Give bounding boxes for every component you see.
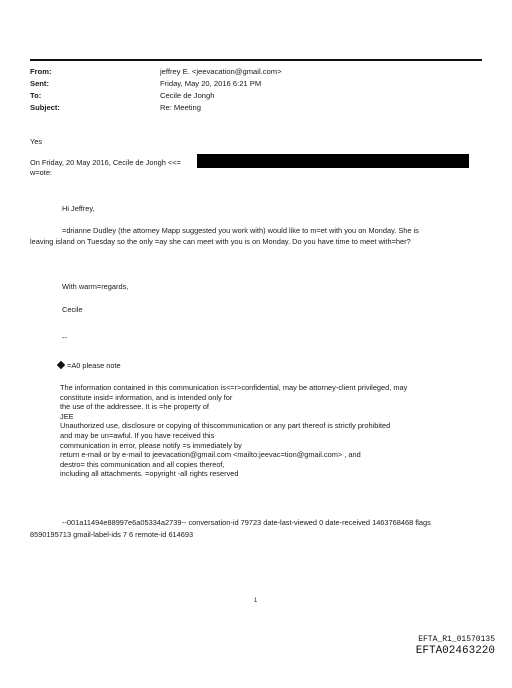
disclaimer-line: Unauthorized use, disclosure or copying of thiscommunication or any part thereof is strictly prohibited — [60, 421, 391, 431]
quote-header-line1: On Friday, 20 May 2016, Cecile de Jongh <<= — [30, 158, 181, 167]
header-rule — [30, 59, 482, 61]
subject-value: Re: Meeting — [160, 103, 201, 112]
metadata-line2: 8590195713 gmail-label-ids 7 6 remote-id 614693 — [30, 530, 194, 539]
greeting: Hi Jeffrey, — [62, 204, 95, 213]
to-value: Cecile de Jongh — [160, 91, 215, 100]
sent-label: Sent: — [30, 79, 49, 88]
from-value: jeffrey E. <jeevacation@gmail.com> — [160, 67, 282, 76]
efta-id-secondary: EFTA02463220 — [415, 645, 495, 657]
disclaimer-line: The information contained in this communication is<=r>confidential, may be attorney-client privileged, may — [60, 383, 408, 392]
page-number: 1 — [254, 598, 258, 604]
disclaimer-line: including all attachments. =opyright -all rights reserved — [60, 469, 239, 479]
redaction-bar — [197, 154, 469, 168]
to-label: To: — [30, 91, 42, 100]
note-line — [58, 361, 121, 371]
separator-dashes: -- — [62, 333, 67, 342]
closing: With warm=regards, — [62, 282, 129, 291]
message-line2: leaving island on Tuesday so the only =ay she can meet with you is on Monday. Do you have time to meet with=her? — [30, 237, 411, 246]
disclaimer-line: the use of the addressee. It is =he property of — [60, 402, 209, 412]
disclaimer-line: and may be un=awful. If you have received this — [60, 430, 215, 440]
disclaimer-line: constitute insid= information, and is intended only for — [60, 392, 233, 402]
metadata-line1: --001a11494e88997e6a05334a2739-- conversation-id 79723 date-last-viewed 0 date-received 1463768468 flags — [62, 518, 431, 527]
disclaimer-line: communication in error, please notify =s immediately by — [60, 440, 242, 450]
disclaimer-block — [60, 383, 407, 479]
from-label: From: — [30, 67, 52, 76]
sent-value: Friday, May 20, 2016 6:21 PM — [160, 79, 262, 88]
message-line1: =drianne Dudley (the attorney Mapp suggested you work with) would like to m=et with you on Monday. She is — [62, 226, 419, 235]
reply-text: Yes — [30, 137, 43, 146]
disclaimer-line: return e-mail or by e-mail to jeevacation@gmail.com <mailto:jeevac=tion@gmail.com> , and — [60, 450, 361, 460]
note-text: =A0 please note — [67, 361, 121, 370]
subject-label: Subject: — [30, 103, 60, 112]
disclaimer-line: destro= this communication and all copies thereof, — [60, 459, 225, 469]
efta-id-primary: EFTA_R1_01570135 — [418, 635, 495, 644]
quote-header-line2: w=ote: — [30, 168, 52, 177]
diamond-icon — [57, 361, 65, 369]
disclaimer-line: JEE — [60, 411, 74, 421]
signature-name: Cecile — [62, 305, 83, 314]
